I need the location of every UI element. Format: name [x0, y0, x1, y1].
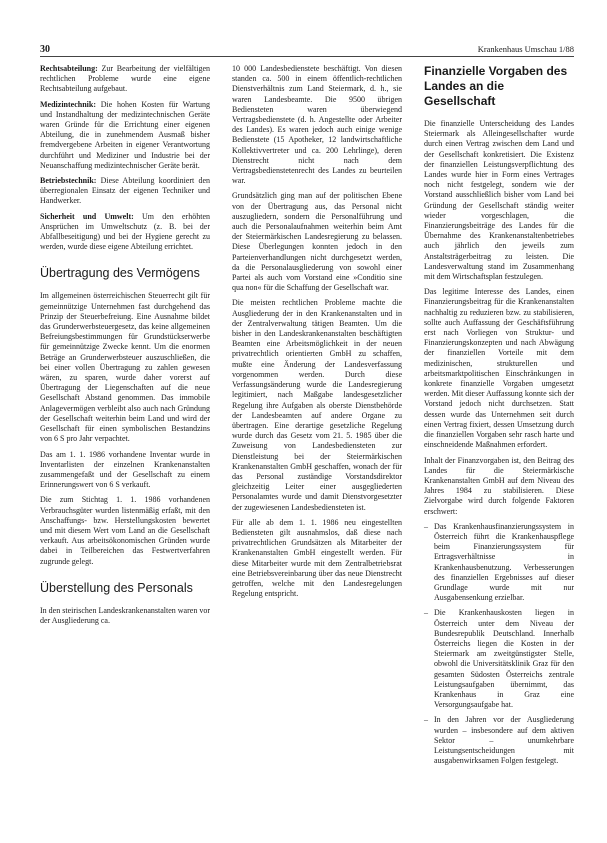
- paragraph: [40, 212, 210, 253]
- list-item-text: In den Jahren vor der Ausgliederung wurden – insbesondere auf dem aktiven Sektor – unumkehrbare Leistungsentscheidungen mit ausgabenwirksamen Folgen festgelegt.: [434, 715, 574, 766]
- paragraph: Das am 1. 1. 1986 vorhandene Inventar wurde in Inventarlisten der einzelnen Krankenanstalten zusammengefaßt und der Gesellschaft zu einem Erinnerungswert von 6 S verkauft.: [40, 449, 210, 490]
- paragraph: Im allgemeinen österreichischen Steuerrecht gilt für gemeinnützige Unternehmen fast durchgehend das Prinzip der Steuerbefreiung. Eine Ausnahme bildet das Grunderwerbsteuergesetz, das keine allgemeinen Befreiungsbestimmungen für Grundstückserwerbe für gemeinnützige Zwecke kennt. Um die enormen Beträge an Grunderwerbsteuer auszuschließen, die bei einer vollen Übertragung zu zahlen gewesen wären, zu sparen, wurde daher vorerst auf Übertragung der Liegenschaften auf die neue Gesellschaft Abstand genommen. Das immobile Anlagevermögen verbleibt also auch nach Gründung der Gesellschaft weiterhin beim Land und wird der Gesellschaft für einen symbolischen Bestandzins von 6 S pro Jahr verpachtet.: [40, 291, 210, 444]
- paragraph-body: Um den erhöhten Ansprüchen im Umweltschutz (z. B. bei der Abfallbeseitigung) und bei der Hygiene gerecht zu werden, wurde diese eigene Abteilung errichtet.: [40, 211, 210, 252]
- paragraph-lead: Medizintechnik:: [40, 99, 96, 109]
- paragraph-body: Diese Abteilung koordiniert den überregionalen Einsatz der eigenen Techniker und Handwerker.: [40, 176, 210, 206]
- paragraph: [40, 100, 210, 171]
- column-left: [40, 64, 210, 631]
- paragraph-body: Zur Bearbeitung der vielfältigen rechtlichen Probleme wurde eine eigene Rechtsabteilung aufgebaut.: [40, 64, 210, 94]
- column-middle: [232, 64, 402, 604]
- department-list: [40, 64, 210, 252]
- paragraph: Das legitime Interesse des Landes, einen Finanzierungsbeitrag für die Krankenanstalten nachhaltig zu reduzieren bzw. zu stabilisieren, sollte auch Auffassung der Geschäftsführung erst nach Vorliegen von Struktur- und Finanzierungskonzepten und nach Abwägung der finanziellen Vorteile mit dem medizinischen, strukturellen und arbeitsmarktpolitischen Einschränkungen in konkrete finanzielle Vorgaben umgesetzt werden. Mit dieser Auffassung konnte sich der Vorstand jedoch nicht durchsetzen. Statt dessen wurde das Unternehmen seit durch einen Vertrag fixiert, dessen Umsetzung durch die finanziellen Vorgaben sehr rasch harte und einschneidende Maßnahmen erfordert.: [424, 287, 574, 450]
- column-right: [424, 64, 574, 771]
- paragraph: [40, 176, 210, 207]
- list-item-text: Die Krankenhauskosten liegen in Österreich unter dem Niveau der Bundesrepublik Deutschland. Innerhalb Österreichs liegen die Kosten in der Steiermark am zweitgünstigster Stelle, obwohl die Universitätsklinik Graz für den gesamten Südosten Österreichs zentrale Leistungsaufgaben übernimmt, das Krankenhaus in Graz eine Versorgungsaufgabe hat.: [434, 608, 574, 710]
- list-item: [424, 715, 574, 766]
- page-number: 30: [40, 44, 50, 55]
- paragraph: In den steirischen Landeskrankenanstalten waren vor der Ausgliederung ca.: [40, 605, 210, 625]
- paragraph: Die finanzielle Unterscheidung des Landes Steiermark als Alleingesellschafter wurde durch einen Vertrag zwischen dem Land und der Gesellschaft konkretisiert. Die Existenz der finanziellen Leistungsverpflichtung des Landes wurde hier in Form eines Vertrages noch nicht festgelegt, sondern wie der Vorstand ausschließlich bisher vom Land bei Gründung der Gesellschaft ständig weiter wieder vorgeschlagen, die Finanzierungsbeiträge des Landes für die Übernahme des Krankenanstaltenbetriebes auch jährlich den jeweils zum Anstaltsträgerbeitrag zu leisten. Die Landesverwaltung stand im Zusammenhang mit dem Wirtschaftsplan festzulegen.: [424, 119, 574, 282]
- paragraph-lead: Betriebstechnik:: [40, 176, 97, 186]
- paragraph: 10 000 Landesbedienstete beschäftigt. Von diesen standen ca. 500 in einem öffentlich-rechtlichen Dienstverhältnis zum Land Steiermark, d. h., sie waren Landesbeamte. Die 9500 übrigen Bediensteten waren überwiegend Vertragsbedienstete (d. h. Angestellte oder Arbeiter des Landes). Es waren jedoch auch einige wenige Bedienstete (15 Apotheker, 12 landwirtschaftliche Kollektivvertreter und ca. 200 Lehrlinge), deren Dienstrecht nicht nach dem Vertragsbedienstetenrecht des Landes zu beurteilen war.: [232, 64, 402, 186]
- page-header: [40, 44, 574, 57]
- paragraph: Für alle ab dem 1. 1. 1986 neu eingestellten Bediensteten gilt ausnahmslos, daß diese nach privatrechtlichen Grundsätzen als Mitarbeiter der Krankenanstalten GmbH eingestellt werden. Für diese Mitarbeiter wurde mit dem Zentralbetriebsrat eine Betriebsvereinbarung über das neue Dienstrecht getroffen, welche mit den Landesregelungen Regelung entspricht.: [232, 517, 402, 599]
- paragraph-lead: Sicherheit und Umwelt:: [40, 211, 134, 221]
- list-item: [424, 522, 574, 604]
- running-title: Krankenhaus Umschau 1/88: [477, 44, 574, 54]
- paragraph: Inhalt der Finanzvorgaben ist, den Beitrag des Landes für die Steiermärkische Krankenanstalten GmbH auf dem Niveau des Jahres 1984 zu stabilisieren. Diese Zielvorgabe wird durch folgende Faktoren erschwert:: [424, 455, 574, 516]
- section-heading: Übertragung des Vermögens: [40, 266, 200, 281]
- dash-bullet-icon: –: [424, 521, 428, 531]
- paragraph: [40, 64, 210, 95]
- list-item-text: Das Krankenhausfinanzierungssystem in Österreich führt die Krankenhauspflege beim Finanzierungssystem für Ertragsverhältnisse in Krankenhausbenutzung. Verbesserungen des finanziellen Ergebnisses auf dieser Grundlage wurde mit nur Ausgabensenkung erzielbar.: [434, 521, 574, 603]
- dash-bullet-icon: –: [424, 715, 428, 725]
- section-heading: Finanzielle Vorgaben des Landes an die Gesellschaft: [424, 64, 568, 108]
- dash-bullet-icon: –: [424, 608, 428, 618]
- list-item: [424, 608, 574, 710]
- paragraph: Die zum Stichtag 1. 1. 1986 vorhandenen Verbrauchsgüter wurden listenmäßig erfaßt, mit den Anschaffungs- bzw. Herstellungskosten bewertet und mit diesem Wert vom Land an die Gesellschaft verkauft. Aus arbeitsökonomischen Gründen wurde dabei in Teilbereichen das Festwertverfahren zugrunde gelegt.: [40, 495, 210, 566]
- paragraph-body: Die hohen Kosten für Wartung und Instandhaltung der medizintechnischen Geräte waren Gründe für die Errichtung einer eigenen Abteilung, die in zunehmendem Ausmaß bisher fremdvergebene Arbeiten in eigener Verantwortung durchführt und Mediziner und Industrie bei der Neuanschaffung medizintechnischer Geräte berät.: [40, 99, 210, 170]
- paragraph: Grundsätzlich ging man auf der politischen Ebene von der Übertragung aus, das Personal nicht auszugliedern, sondern die Personalführung und auch die Personalaufnahmen weiterhin beim Amt der Steiermärkischen Landesregierung zu belassen. Diese Überlegungen konnten jedoch in den Parteienverhandlungen nicht durchgesetzt werden, da die Personalausgliederung von sowohl einer Partei als auch vom Vorstand eine »Conditio sine qua non« für die Schaffung der Gesellschaft war.: [232, 191, 402, 293]
- section-heading: Überstellung des Personals: [40, 580, 193, 595]
- paragraph-lead: Rechtsabteilung:: [40, 64, 98, 73]
- paragraph: Die meisten rechtlichen Probleme machte die Ausgliederung der in den Krankenanstalten und in der Zentralverwaltung tätigen Beamten. Um die bisher in den Landeskrankenanstalten beschäftigten Beamten eine Arbeitsmöglichkeit in der neuen privatrechtlich orientierten GmbH zu schaffen, mußte eine Änderung der Landesverfassung vorgenommen werden. Durch diese Verfassungsänderung wurde die Landesregierung legitimiert, nach Maßgabe landesgesetzlicher Regelung ihre Aufgaben als oberste Dienstbehörde der Landesbeamten auf andere Organe zu übertragen. Eine derartige gesetzliche Regelung wurde durch das Gesetz vom 21. 5. 1985 über die Zuweisung von Landesbediensteten zur Dienstleistung bei der Steiermärkischen Krankenanstalten GmbH geschaffen, wonach der für das Personal zuständige Vorstandsdirektor gleichzeitig Leiter einer ausgegliederten Personalamtes wurde und damit Dienstvorgesetzter der zugewiesenen Landesbediensteten ist.: [232, 298, 402, 512]
